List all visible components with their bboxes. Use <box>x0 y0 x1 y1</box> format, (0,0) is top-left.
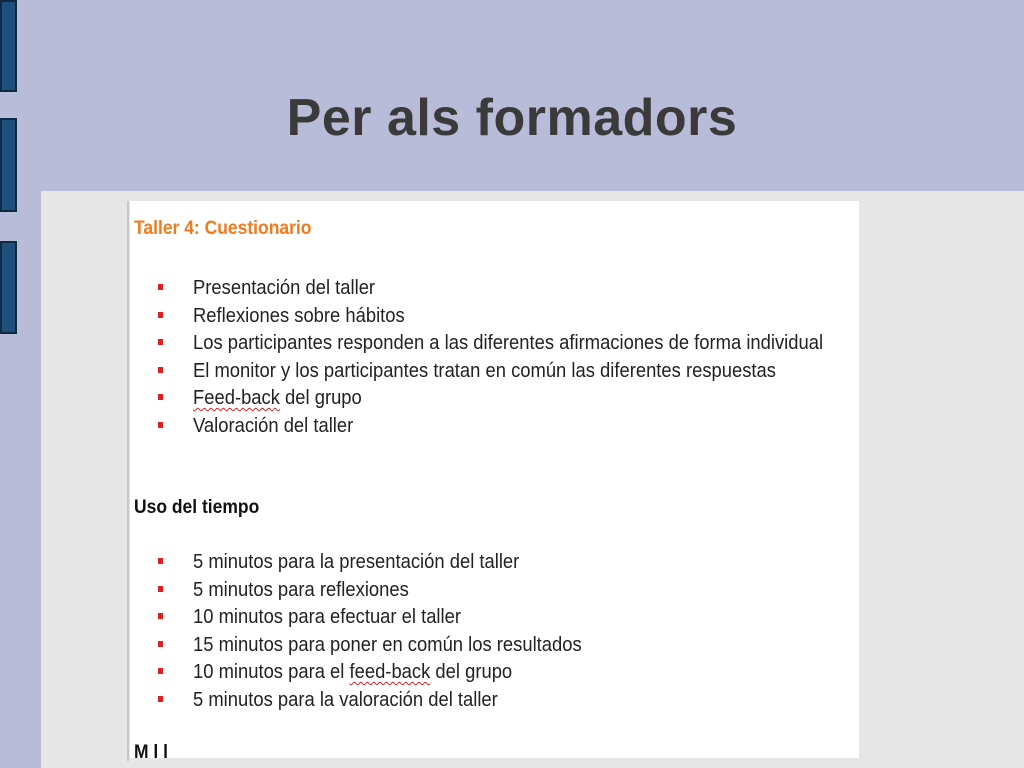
bullet-icon <box>158 394 163 400</box>
bullet-icon <box>158 586 163 592</box>
feedback-item: Feed-back del grupo <box>193 387 362 409</box>
slide-content-area <box>41 191 1024 768</box>
sidebar-block-top <box>0 0 17 92</box>
section-heading-partial: M l l <box>134 742 168 758</box>
bullet-icon <box>158 367 163 373</box>
bullet-icon <box>158 696 163 702</box>
bullet-icon <box>158 339 163 345</box>
bullet-icon <box>158 613 163 619</box>
bullet-icon <box>158 312 163 318</box>
bullet-icon <box>158 422 163 428</box>
section-heading-uso-del-tiempo: Uso del tiempo <box>134 497 260 518</box>
spellcheck-underline: Feed-back <box>193 387 280 409</box>
section-heading-cuestionario: Taller 4: Cuestionario <box>134 218 312 239</box>
sidebar-block-bottom <box>0 241 17 334</box>
document-edge <box>127 201 129 761</box>
bullet-icon <box>158 641 163 647</box>
bullet-icon <box>158 558 163 564</box>
bullet-icon <box>158 668 163 674</box>
slide-title: Per als formadors <box>286 89 738 147</box>
spellcheck-underline: feed-back <box>349 661 431 683</box>
document-screenshot: Taller 4: Cuestionario Presentación del taller Reflexiones sobre hábitos Los participantes responden a las diferentes afirmaciones de forma individual El monitor y los participantes tratan en común las diferentes respuestas Feed-back del grupo Valoración del taller Uso del tiempo 5 minutos para la presentación del taller 5 minutos para reflexiones 10 minutos para efectuar el taller 15 minutos para poner en común los resultados 10 minutos para el feed-back del grupo 5 minutos para la valoración del taller M l l <box>130 201 859 758</box>
bullet-icon <box>158 284 163 290</box>
